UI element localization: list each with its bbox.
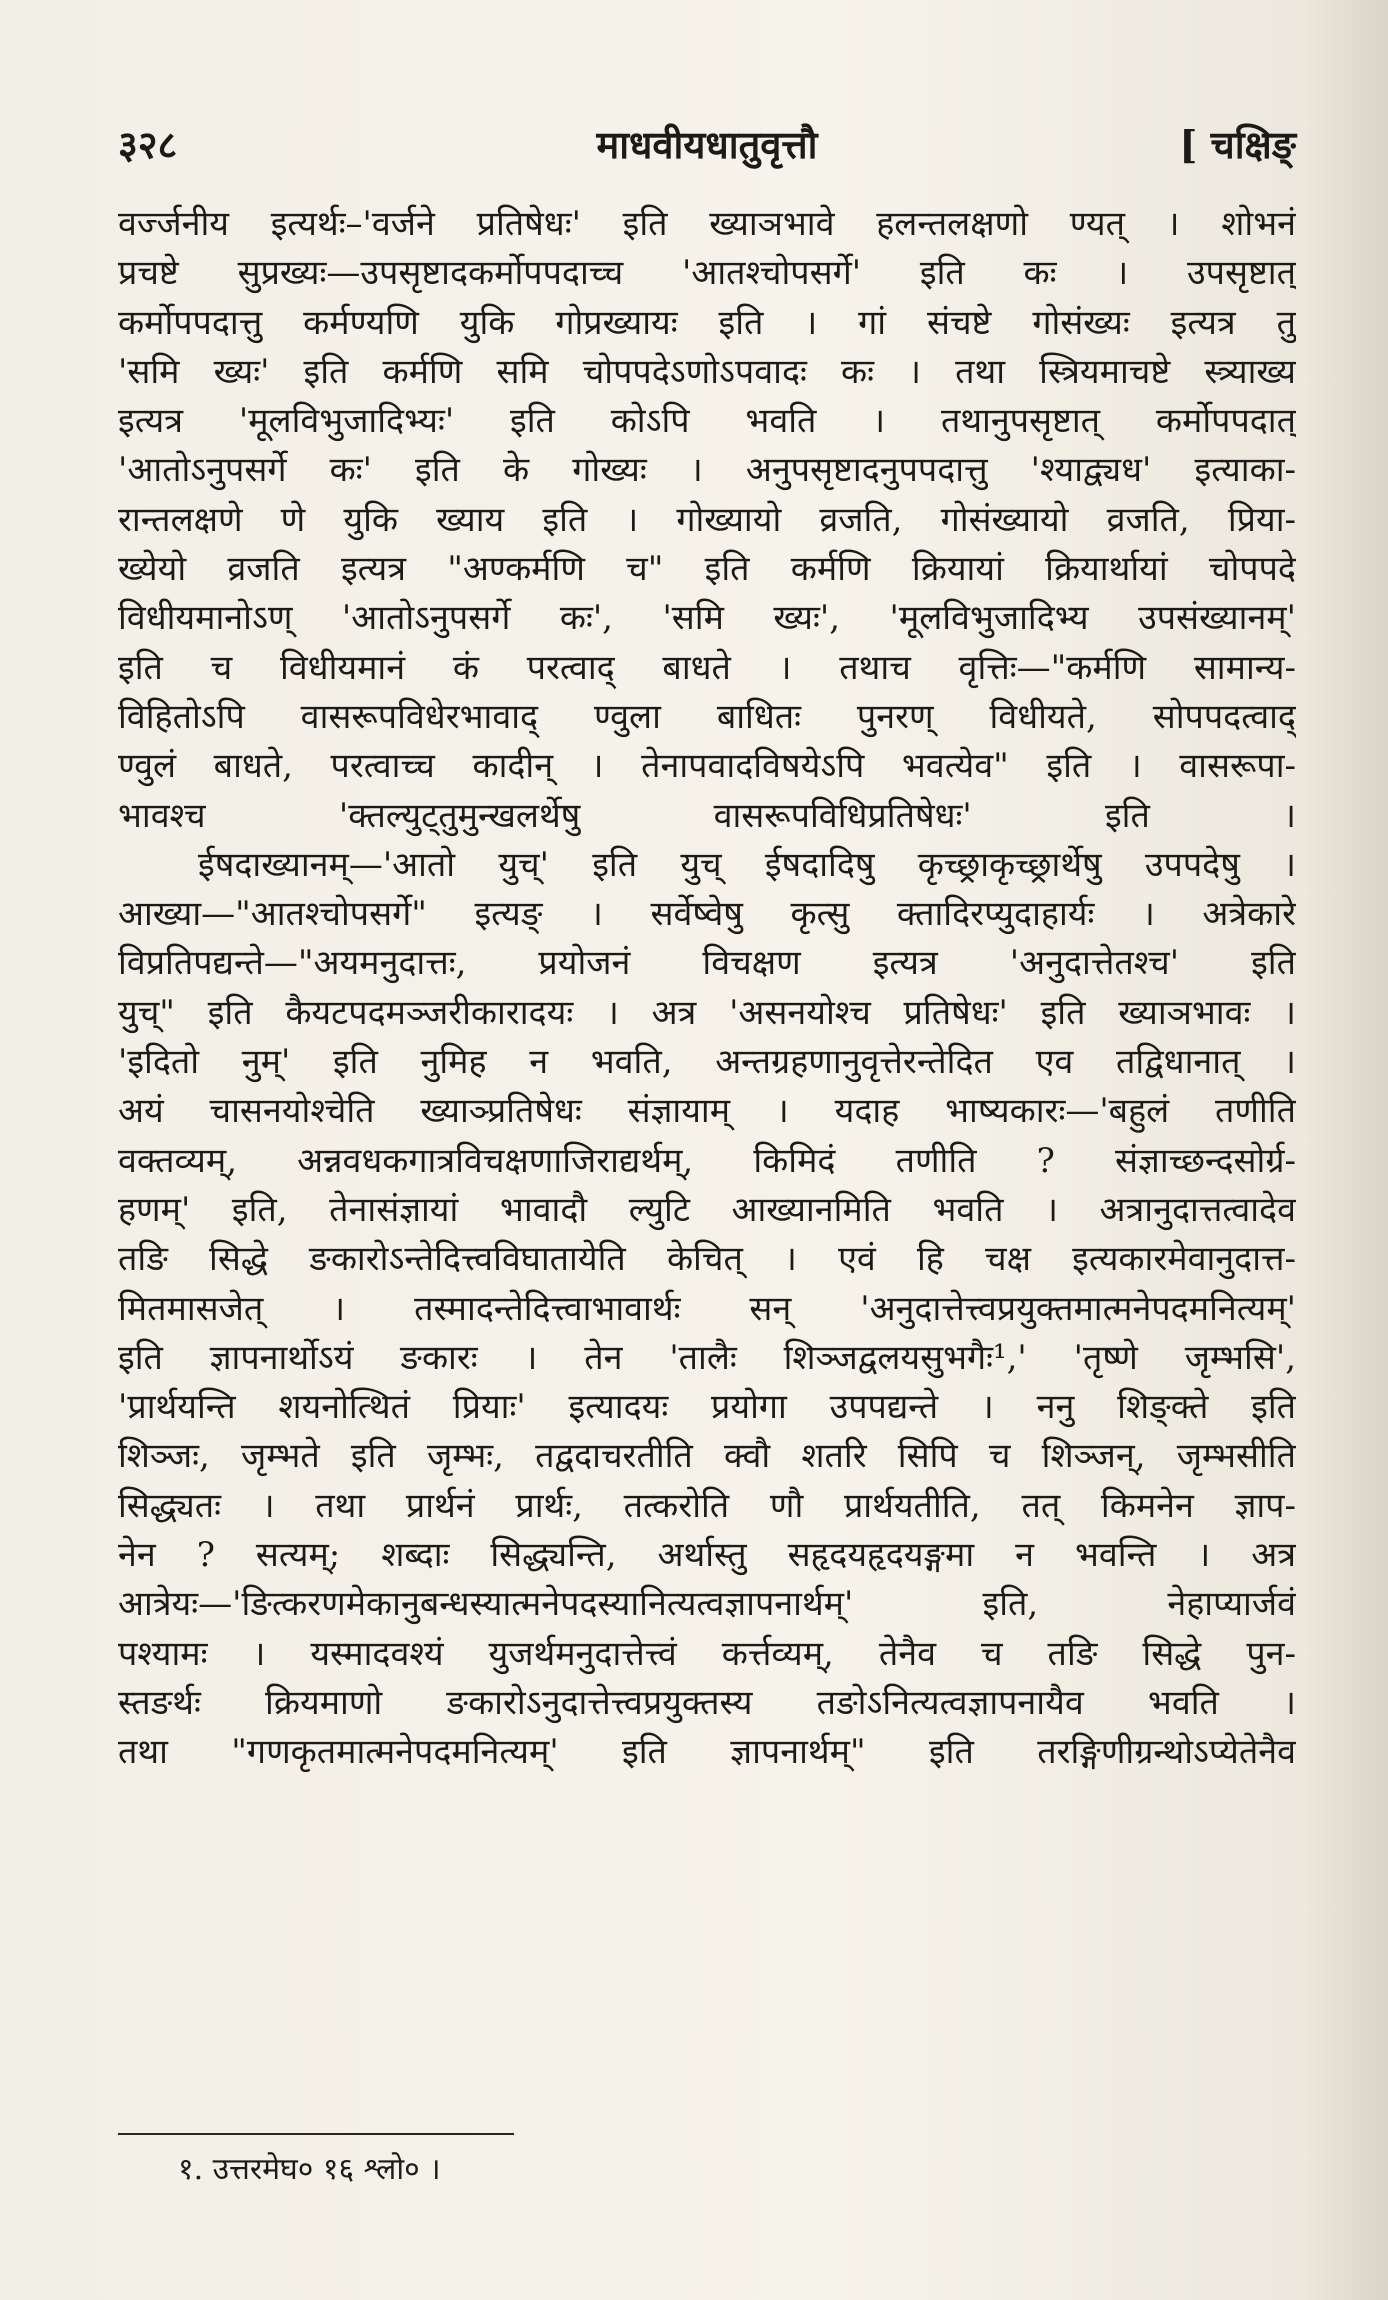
header-headword: [ चक्षिङ् [1179, 122, 1296, 167]
text-line: ण्वुलं बाधते, परत्वाच्च कादीन् । तेनापवादविषयेऽपि भवत्येव" इति । वासरूपा- [118, 746, 1296, 787]
text-line: शिञ्जः, जृम्भते इति जृम्भः, तद्वदाचरतीति क्वौ शतरि सिपि च शिञ्जन्, जृम्भसीति [118, 1436, 1296, 1477]
text-line: विहितोऽपि वासरूपविधेरभावाद् ण्वुला बाधितः पुनरण् विधीयते, सोपपदत्वाद् [118, 696, 1296, 737]
text-line: आत्रेयः—'ङित्करणमेकानुबन्धस्यात्मनेपदस्यानित्यत्वज्ञापनार्थम्' इति, नेहाप्यार्जवं [118, 1584, 1296, 1625]
footnote-rule [118, 2133, 514, 2135]
text-line: इति ज्ञापनार्थोऽयं ङकारः । तेन 'तालैः शिञ्जद्वलयसुभगैः¹,' 'तृष्णे जृम्भसि', [118, 1337, 1296, 1378]
text-line: आख्या—"आतश्चोपसर्गे" इत्यङ् । सर्वेष्वेषु कृत्सु क्तादिरप्युदाहार्यः । अत्रेकारे [118, 894, 1296, 935]
text-line: इत्यत्र 'मूलविभुजादिभ्यः' इति कोऽपि भवति । तथानुपसृष्टात् कर्मोपपदात् [118, 401, 1296, 442]
text-line: अयं चासनयोश्चेति ख्याञ्प्रतिषेधः संज्ञायाम् । यदाह भाष्यकारः—'बहुलं तणीति [118, 1091, 1296, 1132]
text-line: इति च विधीयमानं कं परत्वाद् बाधते । तथाच वृत्तिः—"कर्मणि सामान्य- [118, 647, 1296, 688]
running-title: माधवीयधातुवृत्तौ [596, 122, 818, 167]
text-line: 'समि ख्यः' इति कर्मणि समि चोपपदेऽणोऽपवादः कः । तथा स्त्रियमाचष्टे स्त्र्याख्य [118, 351, 1296, 392]
text-line: 'प्रार्थयन्ति शयनोत्थितं प्रियाः' इत्यादयः प्रयोगा उपपद्यन्ते । ननु शिङ्क्ते इति [118, 1387, 1296, 1428]
text-line: 'आतोऽनुपसर्गे कः' इति के गोख्यः । अनुपसृष्टादनुपपदात्तु 'श्याद्व्यध' इत्याका- [118, 450, 1296, 491]
page-number: ३२८ [118, 122, 178, 167]
text-line: ईषदाख्यानम्—'आतो युच्' इति युच् ईषदादिषु कृच्छ्राकृच्छ्रार्थेषु उपपदेषु । [198, 844, 1296, 885]
text-line: युच्" इति कैयटपदमञ्जरीकारादयः । अत्र 'असनयोश्च प्रतिषेधः' इति ख्याञभावः । [118, 992, 1296, 1033]
text-line: हणम्' इति, तेनासंज्ञायां भावादौ ल्युटि आख्यानमिति भवति । अत्रानुदात्तत्वादेव [118, 1189, 1296, 1230]
text-line: तङि सिद्धे ङकारोऽन्तेदित्त्वविघातायेति केचित् । एवं हि चक्ष इत्यकारमेवानुदात्त- [118, 1239, 1296, 1280]
text-line: कर्मोपपदात्तु कर्मण्यणि युकि गोप्रख्यायः इति । गां संचष्टे गोसंख्यः इत्यत्र तु [118, 302, 1296, 343]
body-text [118, 200, 1296, 1778]
footnote: १. उत्तरमेघ० १६ श्लो० । [178, 2152, 441, 2187]
text-line: 'इदितो नुम्' इति नुमिह न भवति, अन्तग्रहणानुवृत्तेरन्तेदित एव तद्विधानात् । [118, 1042, 1296, 1083]
text-line: विधीयमानोऽण् 'आतोऽनुपसर्गे कः', 'समि ख्यः', 'मूलविभुजादिभ्य उपसंख्यानम्' [118, 598, 1296, 639]
text-line: विप्रतिपद्यन्ते—"अयमनुदात्तः, प्रयोजनं विचक्षण इत्यत्र 'अनुदात्तेतश्च' इति [118, 943, 1296, 984]
text-line: रान्तलक्षणे णे युकि ख्याय इति । गोख्यायो व्रजति, गोसंख्यायो व्रजति, प्रिया- [118, 499, 1296, 540]
text-line: मितमासजेत् । तस्मादन्तेदित्त्वाभावार्थः सन् 'अनुदात्तेत्त्वप्रयुक्तमात्मनेपदमनित्यम्' [118, 1288, 1296, 1329]
text-line: तथा "गणकृतमात्मनेपदमनित्यम्' इति ज्ञापनार्थम्" इति तरङ्गिणीग्रन्थोऽप्येतेनैव [118, 1732, 1296, 1773]
text-line: वर्ज्जनीय इत्यर्थः–'वर्जने प्रतिषेधः' इति ख्याञभावे हलन्तलक्षणो ण्यत् । शोभनं [118, 204, 1296, 244]
text-line: ख्येयो व्रजति इत्यत्र "अण्कर्मणि च" इति कर्मणि क्रियायां क्रियार्थायां चोपपदे [118, 549, 1296, 590]
text-line: स्तङर्थः क्रियमाणो ङकारोऽनुदात्तेत्त्वप्रयुक्तस्य तङोऽनित्यत्वज्ञापनायैव भवति । [118, 1682, 1296, 1723]
text-line: वक्तव्यम्, अन्नवधकगात्रविचक्षणाजिराद्यर्थम्, किमिदं तणीति ? संज्ञाच्छन्दसोर्ग्र- [118, 1140, 1296, 1181]
text-line: सिद्ध्यतः । तथा प्रार्थनं प्रार्थः, तत्करोति णौ प्रार्थयतीति, तत् किमनेन ज्ञाप- [118, 1485, 1296, 1526]
text-line: नेन ? सत्यम्; शब्दाः सिद्ध्यन्ति, अर्थास्तु सहृदयहृदयङ्गमा न भवन्ति । अत्र [118, 1535, 1296, 1576]
running-header [118, 112, 1296, 172]
text-line: प्रचष्टे सुप्रख्यः—उपसृष्टादकर्मोपपदाच्च 'आतश्चोपसर्गे' इति कः । उपसृष्टात् [118, 253, 1296, 294]
text-line: भावश्च 'क्तल्युट्तुमुन्खलर्थेषु वासरूपविधिप्रतिषेधः' इति । [118, 795, 1296, 836]
text-line: पश्यामः । यस्मादवश्यं युजर्थमनुदात्तेत्त्वं कर्त्तव्यम्, तेनैव च तङि सिद्धे पुन- [118, 1633, 1296, 1674]
